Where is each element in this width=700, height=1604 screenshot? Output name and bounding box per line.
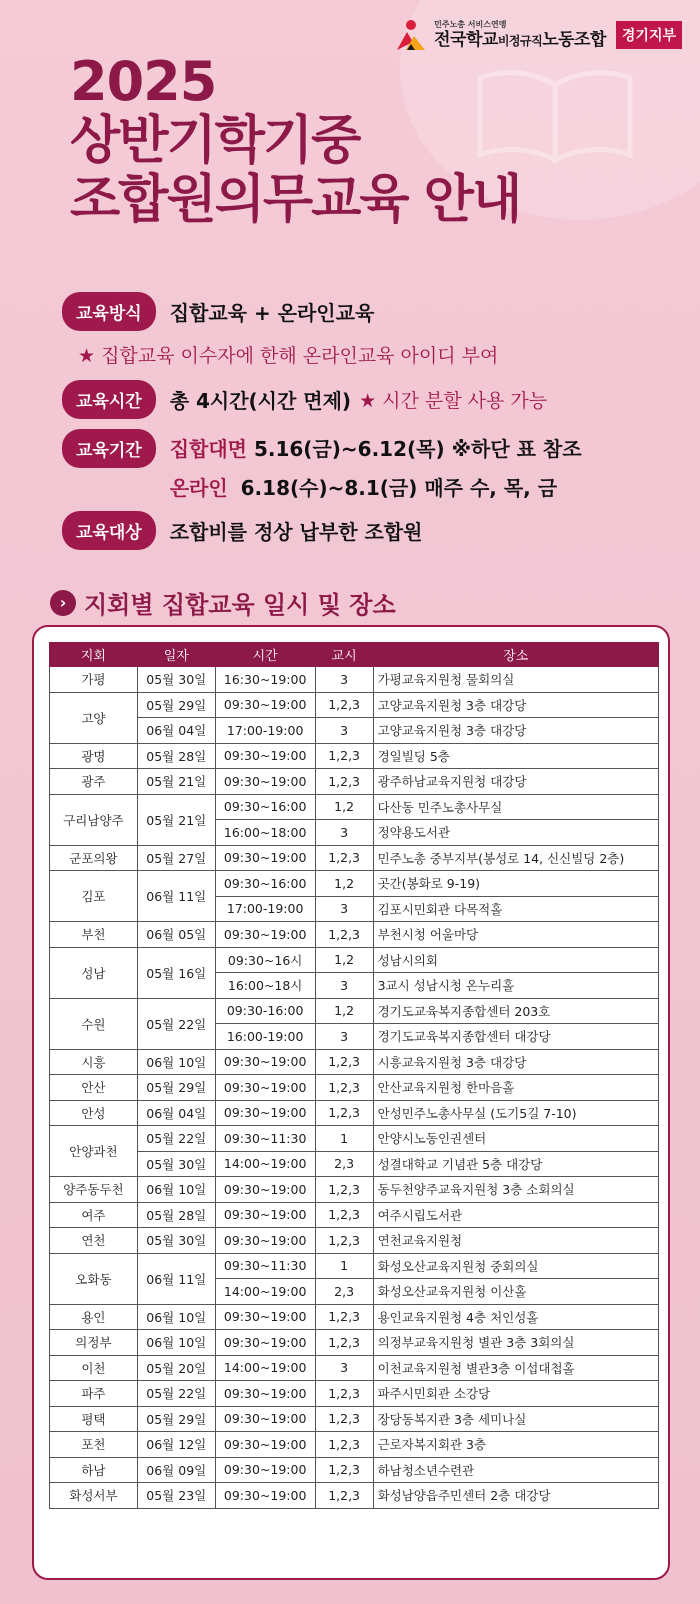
cell-place: 안양시노동인권센터 <box>373 1126 658 1152</box>
cell-place: 경기도교육복지종합센터 대강당 <box>373 1024 658 1050</box>
method-note: ★ 집합교육 이수자에 한해 온라인교육 아이디 부여 <box>78 345 499 367</box>
cell-period: 1,2,3 <box>315 692 373 718</box>
cell-period: 1,2,3 <box>315 1457 373 1483</box>
cell-period: 3 <box>315 896 373 922</box>
cell-place: 화성오산교육지원청 이산홀 <box>373 1279 658 1305</box>
header-branch: 지회 <box>50 643 138 667</box>
cell-branch: 이천 <box>50 1355 138 1381</box>
cell-time: 09:30~19:00 <box>215 1075 315 1101</box>
cell-date: 05월 22일 <box>137 1126 215 1152</box>
cell-branch: 의정부 <box>50 1330 138 1356</box>
cell-place: 김포시민회관 다목적홀 <box>373 896 658 922</box>
table-row <box>50 692 659 718</box>
cell-date: 05월 20일 <box>137 1355 215 1381</box>
cell-branch: 포천 <box>50 1432 138 1458</box>
table-row <box>50 998 659 1024</box>
cell-date: 05월 27일 <box>137 845 215 871</box>
cell-period: 1,2,3 <box>315 743 373 769</box>
title-line-1: 상반기학기중 <box>70 111 360 172</box>
cell-time: 09:30~16:00 <box>215 871 315 897</box>
table-row <box>50 1304 659 1330</box>
cell-time: 09:30~19:00 <box>215 1304 315 1330</box>
table-row <box>50 845 659 871</box>
cell-place: 연천교육지원청 <box>373 1228 658 1254</box>
cell-date: 06월 10일 <box>137 1049 215 1075</box>
cell-branch: 수원 <box>50 998 138 1049</box>
table-row <box>50 769 659 795</box>
cell-place: 의정부교육지원청 별관 3층 3회의실 <box>373 1330 658 1356</box>
cell-branch: 안성 <box>50 1100 138 1126</box>
info-target <box>62 511 682 550</box>
cell-time: 09:30~19:00 <box>215 1100 315 1126</box>
table-row <box>50 1228 659 1254</box>
cell-place: 성결대학교 기념관 5층 대강당 <box>373 1151 658 1177</box>
cell-place: 근로자복지회관 3층 <box>373 1432 658 1458</box>
cell-time: 09:30~19:00 <box>215 922 315 948</box>
cell-date: 05월 28일 <box>137 1202 215 1228</box>
table-body <box>50 667 659 1509</box>
cell-period: 3 <box>315 820 373 846</box>
period-online-label: 온라인 <box>169 476 228 500</box>
table-row <box>50 1483 659 1509</box>
cell-time: 09:30~19:00 <box>215 1432 315 1458</box>
cell-period: 2,3 <box>315 1151 373 1177</box>
cell-place: 고양교육지원청 3층 대강당 <box>373 692 658 718</box>
cell-date: 06월 10일 <box>137 1177 215 1203</box>
cell-period: 1,2,3 <box>315 1177 373 1203</box>
cell-period: 1,2,3 <box>315 1483 373 1509</box>
cell-branch: 시흥 <box>50 1049 138 1075</box>
cell-place: 성남시의회 <box>373 947 658 973</box>
cell-time: 09:30~19:00 <box>215 1381 315 1407</box>
target-value: 조합비를 정상 납부한 조합원 <box>169 520 423 544</box>
cell-time: 09:30~19:00 <box>215 1202 315 1228</box>
cell-time: 09:30~19:00 <box>215 845 315 871</box>
cell-period: 2,3 <box>315 1279 373 1305</box>
cell-period: 1,2,3 <box>315 1202 373 1228</box>
cell-place: 여주시립도서관 <box>373 1202 658 1228</box>
cell-place: 장당동복지관 3층 세미나실 <box>373 1406 658 1432</box>
cell-period: 1,2,3 <box>315 1075 373 1101</box>
period-label: 교육기간 <box>62 429 156 468</box>
cell-period: 1,2,3 <box>315 1381 373 1407</box>
cell-date: 05월 30일 <box>137 1228 215 1254</box>
table-row <box>50 794 659 820</box>
cell-period: 1,2 <box>315 998 373 1024</box>
cell-branch: 하남 <box>50 1457 138 1483</box>
cell-branch: 여주 <box>50 1202 138 1228</box>
cell-period: 1,2,3 <box>315 1330 373 1356</box>
cell-date: 05월 16일 <box>137 947 215 998</box>
logo-mark-icon <box>394 18 428 52</box>
table-row <box>50 1457 659 1483</box>
cell-date: 06월 10일 <box>137 1304 215 1330</box>
cell-place: 민주노총 중부지부(봉성로 14, 신신빌딩 2층) <box>373 845 658 871</box>
table-row <box>50 743 659 769</box>
table-row <box>50 1381 659 1407</box>
table-header-row <box>50 643 659 667</box>
cell-period: 1,2,3 <box>315 922 373 948</box>
cell-date: 05월 28일 <box>137 743 215 769</box>
period-offline-value: 5.16(금)~6.12(목) ※하단 표 참조 <box>253 437 582 461</box>
logo-union-name: 전국학교비정규직노동조합 <box>434 30 606 50</box>
cell-place: 시흥교육지원청 3층 대강당 <box>373 1049 658 1075</box>
cell-place: 부천시청 어울마당 <box>373 922 658 948</box>
cell-date: 05월 29일 <box>137 1406 215 1432</box>
cell-time: 09:30~19:00 <box>215 1406 315 1432</box>
cell-branch: 안양과천 <box>50 1126 138 1177</box>
cell-branch: 군포의왕 <box>50 845 138 871</box>
cell-time: 09:30~19:00 <box>215 692 315 718</box>
schedule-table <box>49 642 659 1509</box>
title-year: 2025 <box>70 50 217 113</box>
education-info <box>62 292 682 560</box>
cell-date: 06월 12일 <box>137 1432 215 1458</box>
cell-place: 안산교육지원청 한마음홀 <box>373 1075 658 1101</box>
table-row <box>50 1151 659 1177</box>
info-period <box>62 429 682 501</box>
cell-period: 1,2,3 <box>315 1100 373 1126</box>
table-row <box>50 922 659 948</box>
cell-period: 3 <box>315 718 373 744</box>
cell-date: 05월 22일 <box>137 1381 215 1407</box>
cell-date: 05월 21일 <box>137 794 215 845</box>
cell-branch: 부천 <box>50 922 138 948</box>
cell-date: 05월 29일 <box>137 1075 215 1101</box>
cell-time: 17:00-19:00 <box>215 896 315 922</box>
cell-branch: 구리남양주 <box>50 794 138 845</box>
cell-period: 1,2,3 <box>315 1228 373 1254</box>
table-row <box>50 667 659 693</box>
period-offline-label: 집합대면 <box>169 437 247 461</box>
cell-time: 09:30~19:00 <box>215 1228 315 1254</box>
header-date: 일자 <box>137 643 215 667</box>
cell-branch: 화성서부 <box>50 1483 138 1509</box>
cell-time: 09:30~19:00 <box>215 769 315 795</box>
section-title <box>50 585 396 620</box>
cell-period: 1,2,3 <box>315 1406 373 1432</box>
cell-time: 14:00~19:00 <box>215 1151 315 1177</box>
cell-branch: 파주 <box>50 1381 138 1407</box>
cell-period: 1,2 <box>315 871 373 897</box>
cell-time: 09:30~16:00 <box>215 794 315 820</box>
cell-period: 1,2,3 <box>315 769 373 795</box>
cell-time: 16:00-19:00 <box>215 1024 315 1050</box>
table-row <box>50 1253 659 1279</box>
title-line-2: 조합원의무교육 안내 <box>70 169 521 230</box>
cell-date: 06월 09일 <box>137 1457 215 1483</box>
header-time: 시간 <box>215 643 315 667</box>
cell-time: 09:30~19:00 <box>215 1177 315 1203</box>
info-method <box>62 292 682 331</box>
cell-period: 1,2 <box>315 947 373 973</box>
cell-period: 3 <box>315 973 373 999</box>
cell-period: 1 <box>315 1253 373 1279</box>
cell-time: 16:00~18시 <box>215 973 315 999</box>
method-value: 집합교육 + 온라인교육 <box>169 301 375 325</box>
method-label: 교육방식 <box>62 292 156 331</box>
chevron-right-icon: › <box>50 590 76 616</box>
cell-date: 05월 23일 <box>137 1483 215 1509</box>
cell-branch: 평택 <box>50 1406 138 1432</box>
cell-period: 1,2,3 <box>315 1304 373 1330</box>
cell-date: 05월 30일 <box>137 667 215 693</box>
table-row <box>50 947 659 973</box>
cell-time: 14:00~19:00 <box>215 1355 315 1381</box>
table-row <box>50 871 659 897</box>
table-row <box>50 1100 659 1126</box>
cell-date: 06월 04일 <box>137 1100 215 1126</box>
logo-branch-tag: 경기지부 <box>616 21 682 49</box>
union-logo <box>394 18 682 52</box>
page-title <box>70 52 520 229</box>
cell-branch: 광명 <box>50 743 138 769</box>
table-row <box>50 1330 659 1356</box>
cell-date: 05월 30일 <box>137 1151 215 1177</box>
cell-date: 06월 11일 <box>137 871 215 922</box>
cell-time: 09:30~19:00 <box>215 1049 315 1075</box>
cell-time: 16:30~19:00 <box>215 667 315 693</box>
cell-place: 가평교육지원청 물회의실 <box>373 667 658 693</box>
cell-branch: 양주동두천 <box>50 1177 138 1203</box>
cell-place: 하남청소년수련관 <box>373 1457 658 1483</box>
cell-place: 동두천양주교육지원청 3층 소회의실 <box>373 1177 658 1203</box>
cell-period: 1,2,3 <box>315 845 373 871</box>
logo-federation: 민주노총 서비스연맹 <box>434 20 507 29</box>
cell-place: 안성민주노총사무실 (도기5길 7-10) <box>373 1100 658 1126</box>
cell-period: 3 <box>315 667 373 693</box>
table-row <box>50 1049 659 1075</box>
cell-place: 고양교육지원청 3층 대강당 <box>373 718 658 744</box>
table-row <box>50 1075 659 1101</box>
cell-branch: 연천 <box>50 1228 138 1254</box>
cell-place: 광주하남교육지원청 대강당 <box>373 769 658 795</box>
cell-place: 다산동 민주노총사무실 <box>373 794 658 820</box>
table-row <box>50 718 659 744</box>
cell-time: 09:30-16:00 <box>215 998 315 1024</box>
header-period: 교시 <box>315 643 373 667</box>
cell-date: 06월 04일 <box>137 718 215 744</box>
cell-place: 곳간(봉화로 9-19) <box>373 871 658 897</box>
cell-place: 경일빌딩 5층 <box>373 743 658 769</box>
cell-place: 이천교육지원청 별관3층 이섭대첩홀 <box>373 1355 658 1381</box>
cell-time: 09:30~11:30 <box>215 1126 315 1152</box>
cell-period: 1,2 <box>315 794 373 820</box>
table-row <box>50 1177 659 1203</box>
cell-branch: 가평 <box>50 667 138 693</box>
cell-time: 09:30~19:00 <box>215 1483 315 1509</box>
table-row <box>50 1202 659 1228</box>
cell-place: 파주시민회관 소강당 <box>373 1381 658 1407</box>
cell-time: 09:30~19:00 <box>215 1457 315 1483</box>
schedule-card <box>32 625 670 1580</box>
cell-time: 17:00-19:00 <box>215 718 315 744</box>
cell-period: 3 <box>315 1355 373 1381</box>
table-row <box>50 1406 659 1432</box>
cell-date: 05월 21일 <box>137 769 215 795</box>
cell-place: 경기도교육복지종합센터 203호 <box>373 998 658 1024</box>
cell-time: 16:00~18:00 <box>215 820 315 846</box>
cell-branch: 안산 <box>50 1075 138 1101</box>
cell-time: 09:30~11:30 <box>215 1253 315 1279</box>
cell-time: 14:00~19:00 <box>215 1279 315 1305</box>
table-row <box>50 1355 659 1381</box>
cell-date: 06월 11일 <box>137 1253 215 1304</box>
cell-branch: 용인 <box>50 1304 138 1330</box>
cell-branch: 오화동 <box>50 1253 138 1304</box>
cell-branch: 고양 <box>50 692 138 743</box>
time-note: ★ 시간 분할 사용 가능 <box>359 390 548 412</box>
info-time <box>62 380 682 419</box>
cell-place: 용인교육지원청 4층 처인성홀 <box>373 1304 658 1330</box>
header-place: 장소 <box>373 643 658 667</box>
cell-branch: 김포 <box>50 871 138 922</box>
cell-date: 06월 10일 <box>137 1330 215 1356</box>
target-label: 교육대상 <box>62 511 156 550</box>
cell-time: 09:30~19:00 <box>215 1330 315 1356</box>
cell-date: 05월 29일 <box>137 692 215 718</box>
cell-date: 06월 05일 <box>137 922 215 948</box>
cell-branch: 성남 <box>50 947 138 998</box>
section-title-text: 지회별 집합교육 일시 및 장소 <box>84 591 396 619</box>
cell-place: 3교시 성남시청 온누리홀 <box>373 973 658 999</box>
cell-period: 1,2,3 <box>315 1049 373 1075</box>
cell-period: 3 <box>315 1024 373 1050</box>
cell-period: 1 <box>315 1126 373 1152</box>
cell-time: 09:30~16시 <box>215 947 315 973</box>
period-online-value: 6.18(수)~8.1(금) 매주 수, 목, 금 <box>240 476 558 500</box>
table-row <box>50 1432 659 1458</box>
cell-place: 정약용도서관 <box>373 820 658 846</box>
time-value: 총 4시간(시간 면제) <box>169 389 352 413</box>
cell-date: 05월 22일 <box>137 998 215 1049</box>
time-label: 교육시간 <box>62 380 156 419</box>
table-row <box>50 1126 659 1152</box>
cell-period: 1,2,3 <box>315 1432 373 1458</box>
cell-branch: 광주 <box>50 769 138 795</box>
cell-place: 화성오산교육지원청 중회의실 <box>373 1253 658 1279</box>
cell-time: 09:30~19:00 <box>215 743 315 769</box>
cell-place: 화성남양읍주민센터 2층 대강당 <box>373 1483 658 1509</box>
